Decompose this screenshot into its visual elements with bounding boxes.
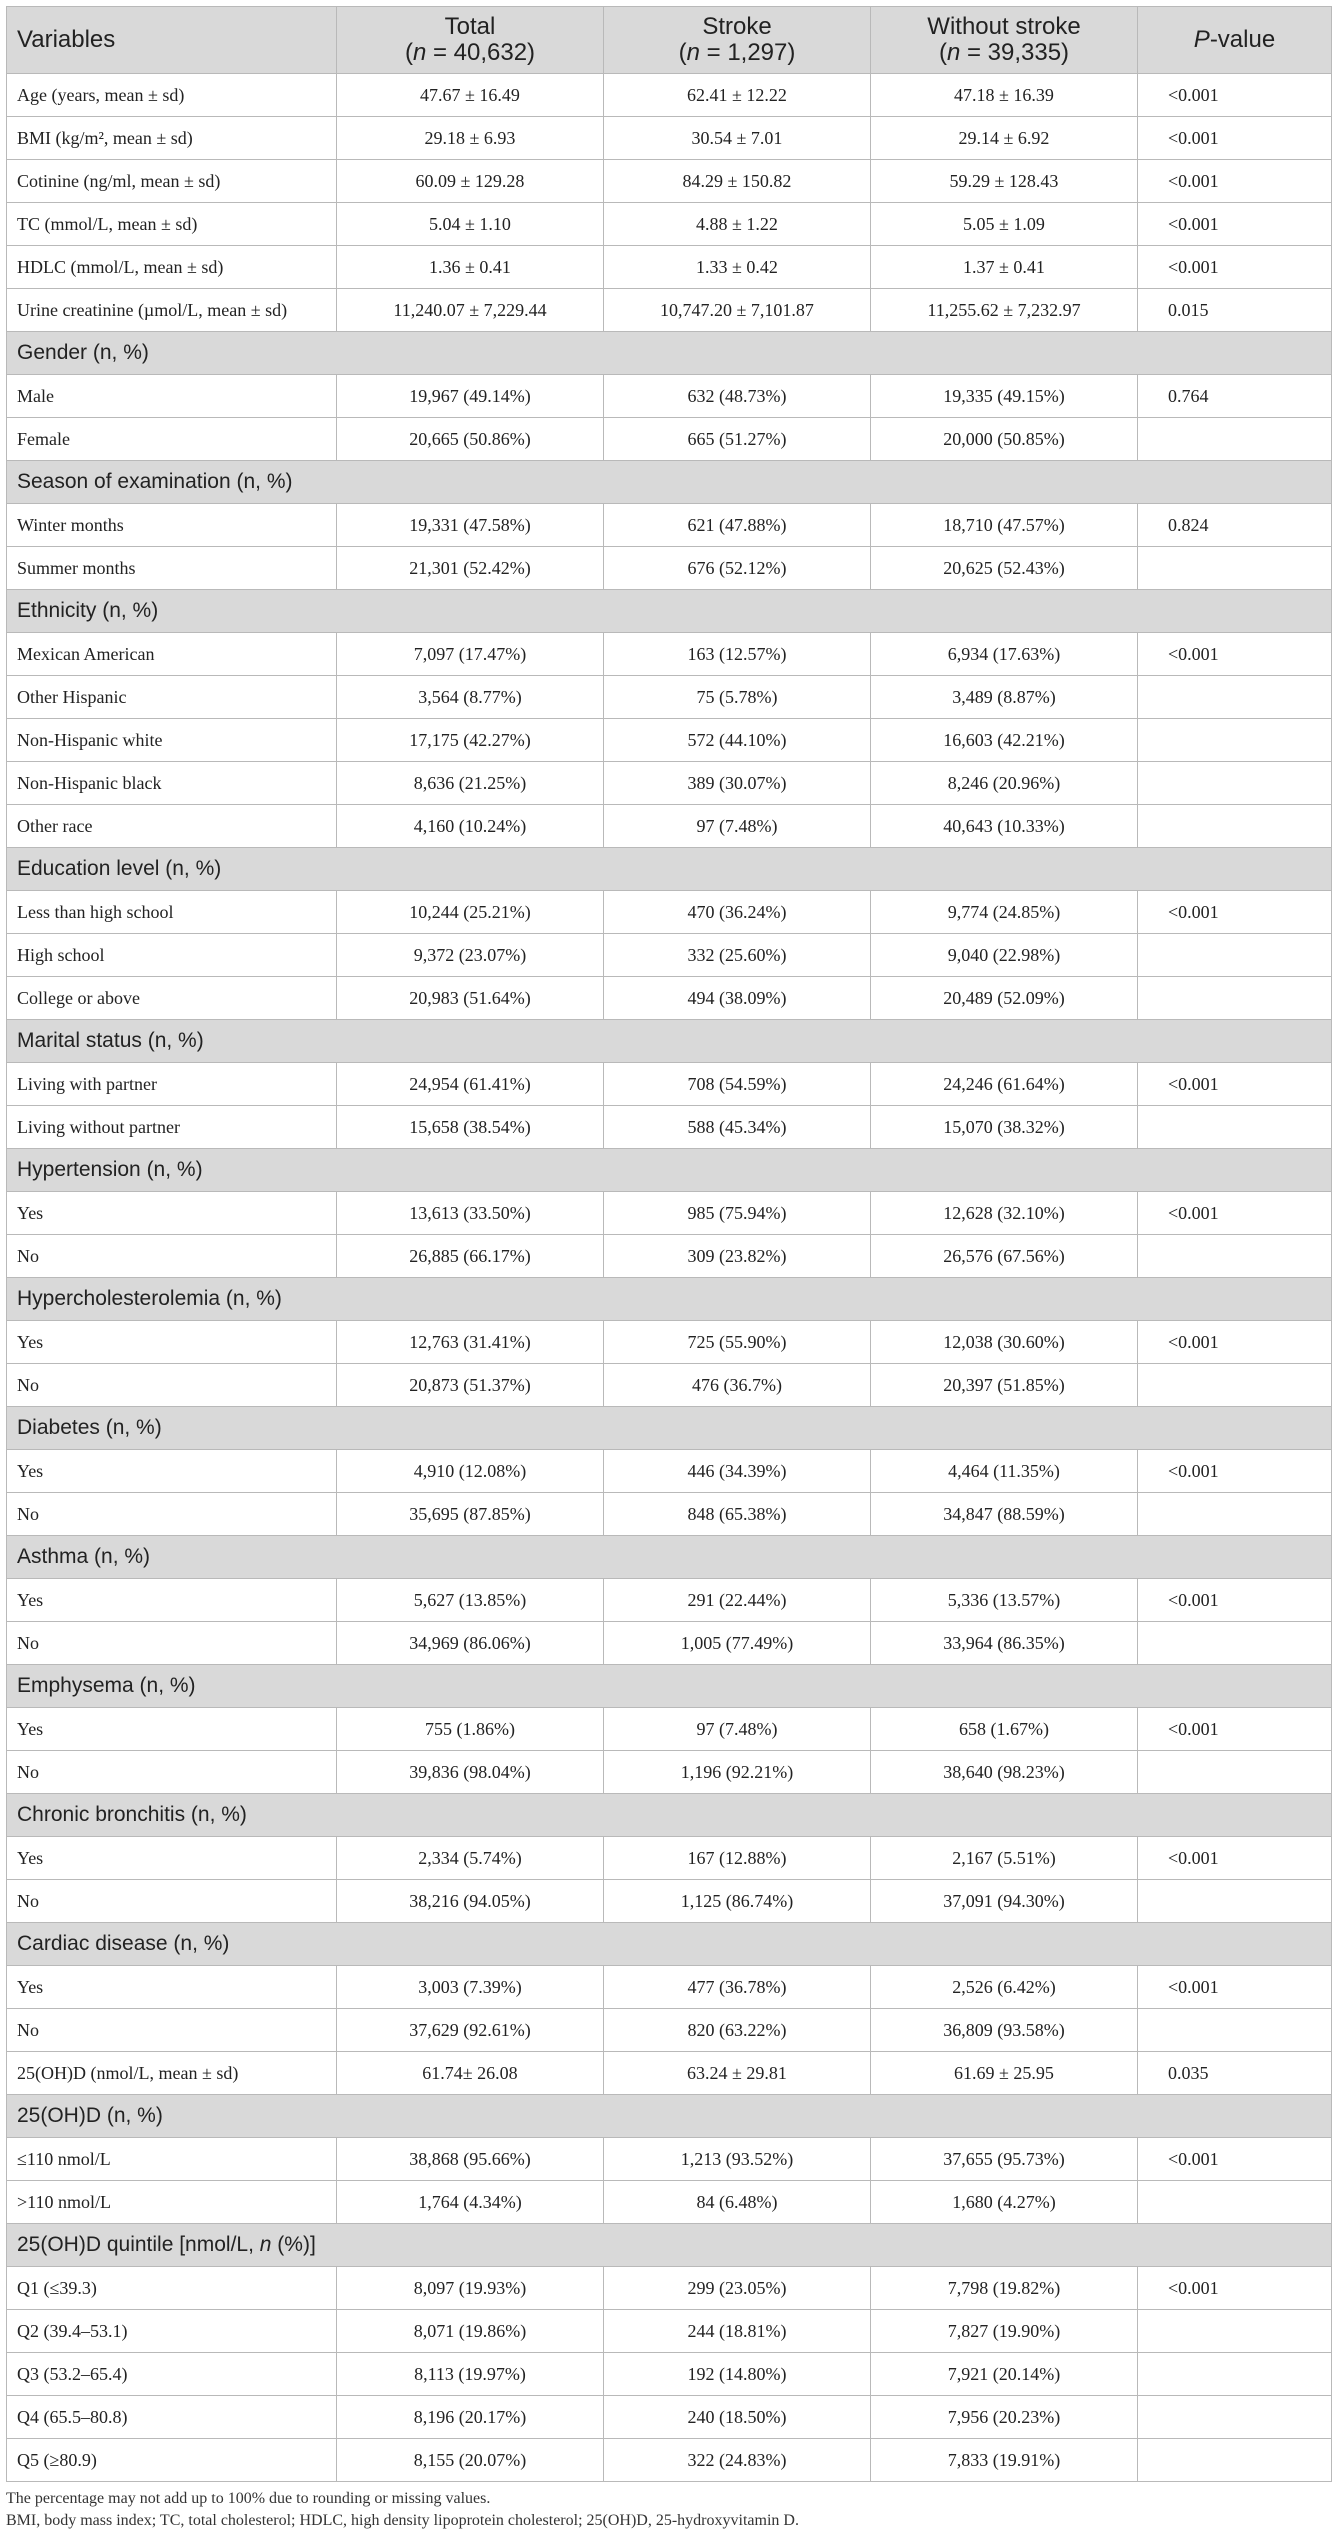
cell-stroke: 985 (75.94%) [604, 1192, 871, 1235]
cell-pvalue: <0.001 [1138, 1837, 1332, 1880]
cell-without-stroke: 16,603 (42.21%) [871, 719, 1138, 762]
cell-pvalue: <0.001 [1138, 2267, 1332, 2310]
cell-without-stroke: 1,680 (4.27%) [871, 2181, 1138, 2224]
table-row [7, 246, 1332, 289]
table-body [7, 74, 1332, 2482]
cell-stroke: 240 (18.50%) [604, 2396, 871, 2439]
cell-pvalue: <0.001 [1138, 1321, 1332, 1364]
row-label: Yes [7, 1966, 337, 2009]
row-label: No [7, 1235, 337, 1278]
cell-pvalue [1138, 676, 1332, 719]
table-row [7, 891, 1332, 934]
cell-pvalue: <0.001 [1138, 246, 1332, 289]
cell-stroke: 1,196 (92.21%) [604, 1751, 871, 1794]
header-without-stroke [871, 7, 1138, 74]
cell-pvalue: <0.001 [1138, 891, 1332, 934]
cell-total: 1.36 ± 0.41 [337, 246, 604, 289]
cell-total: 19,967 (49.14%) [337, 375, 604, 418]
row-label: Non-Hispanic white [7, 719, 337, 762]
row-label: Yes [7, 1450, 337, 1493]
header-pvalue: P-value [1138, 7, 1332, 74]
section-label: Gender (n, %) [7, 332, 1332, 375]
table-row [7, 1579, 1332, 1622]
cell-without-stroke: 11,255.62 ± 7,232.97 [871, 289, 1138, 332]
cell-pvalue: <0.001 [1138, 2138, 1332, 2181]
cell-total: 38,216 (94.05%) [337, 1880, 604, 1923]
cell-pvalue [1138, 1493, 1332, 1536]
table-row [7, 1450, 1332, 1493]
table-row [7, 547, 1332, 590]
cell-stroke: 10,747.20 ± 7,101.87 [604, 289, 871, 332]
table-row [7, 289, 1332, 332]
cell-total: 9,372 (23.07%) [337, 934, 604, 977]
table-row [7, 2353, 1332, 2396]
cell-total: 8,155 (20.07%) [337, 2439, 604, 2482]
row-label: 25(OH)D (nmol/L, mean ± sd) [7, 2052, 337, 2095]
cell-pvalue [1138, 805, 1332, 848]
table-row [7, 117, 1332, 160]
cell-total: 38,868 (95.66%) [337, 2138, 604, 2181]
cell-stroke: 820 (63.22%) [604, 2009, 871, 2052]
cell-pvalue [1138, 934, 1332, 977]
cell-without-stroke: 36,809 (93.58%) [871, 2009, 1138, 2052]
cell-stroke: 4.88 ± 1.22 [604, 203, 871, 246]
section-label: 25(OH)D quintile [nmol/L, n (%)] [7, 2224, 1332, 2267]
cell-stroke: 621 (47.88%) [604, 504, 871, 547]
cell-without-stroke: 59.29 ± 128.43 [871, 160, 1138, 203]
cell-total: 20,873 (51.37%) [337, 1364, 604, 1407]
section-label: Cardiac disease (n, %) [7, 1923, 1332, 1966]
cell-total: 7,097 (17.47%) [337, 633, 604, 676]
cell-total: 26,885 (66.17%) [337, 1235, 604, 1278]
cell-total: 3,003 (7.39%) [337, 1966, 604, 2009]
cell-total: 4,910 (12.08%) [337, 1450, 604, 1493]
cell-stroke: 299 (23.05%) [604, 2267, 871, 2310]
cell-pvalue: <0.001 [1138, 1579, 1332, 1622]
table-row [7, 719, 1332, 762]
table-header-row [7, 7, 1332, 74]
cell-without-stroke: 20,397 (51.85%) [871, 1364, 1138, 1407]
table-row [7, 1063, 1332, 1106]
table-row [7, 1321, 1332, 1364]
cell-stroke: 1,125 (86.74%) [604, 1880, 871, 1923]
cell-total: 39,836 (98.04%) [337, 1751, 604, 1794]
table-row [7, 375, 1332, 418]
cell-without-stroke: 7,956 (20.23%) [871, 2396, 1138, 2439]
section-label: Education level (n, %) [7, 848, 1332, 891]
table-row [7, 1493, 1332, 1536]
cell-stroke: 30.54 ± 7.01 [604, 117, 871, 160]
cell-total: 19,331 (47.58%) [337, 504, 604, 547]
cell-without-stroke: 3,489 (8.87%) [871, 676, 1138, 719]
cell-without-stroke: 8,246 (20.96%) [871, 762, 1138, 805]
row-label: Yes [7, 1192, 337, 1235]
cell-pvalue [1138, 2396, 1332, 2439]
cell-stroke: 848 (65.38%) [604, 1493, 871, 1536]
cell-total: 8,097 (19.93%) [337, 2267, 604, 2310]
cell-total: 12,763 (31.41%) [337, 1321, 604, 1364]
cell-total: 8,113 (19.97%) [337, 2353, 604, 2396]
row-label: Living with partner [7, 1063, 337, 1106]
table-row [7, 160, 1332, 203]
cell-without-stroke: 20,489 (52.09%) [871, 977, 1138, 1020]
row-label: Yes [7, 1321, 337, 1364]
cell-without-stroke: 7,798 (19.82%) [871, 2267, 1138, 2310]
row-label: Q3 (53.2–65.4) [7, 2353, 337, 2396]
header-without-label: Without stroke [927, 13, 1081, 40]
table-row [7, 1235, 1332, 1278]
header-stroke [604, 7, 871, 74]
cell-pvalue [1138, 2009, 1332, 2052]
characteristics-table [6, 6, 1332, 2482]
section-label: Hypercholesterolemia (n, %) [7, 1278, 1332, 1321]
cell-pvalue: <0.001 [1138, 633, 1332, 676]
cell-stroke: 192 (14.80%) [604, 2353, 871, 2396]
cell-without-stroke: 20,000 (50.85%) [871, 418, 1138, 461]
table-row [7, 74, 1332, 117]
cell-stroke: 84.29 ± 150.82 [604, 160, 871, 203]
cell-total: 1,764 (4.34%) [337, 2181, 604, 2224]
row-label: No [7, 1364, 337, 1407]
cell-total: 5,627 (13.85%) [337, 1579, 604, 1622]
row-label: No [7, 1751, 337, 1794]
cell-pvalue [1138, 418, 1332, 461]
cell-stroke: 322 (24.83%) [604, 2439, 871, 2482]
row-label: Age (years, mean ± sd) [7, 74, 337, 117]
row-label: Yes [7, 1837, 337, 1880]
header-total-label: Total [444, 13, 496, 40]
section-label: Asthma (n, %) [7, 1536, 1332, 1579]
cell-pvalue [1138, 977, 1332, 1020]
table-row [7, 2009, 1332, 2052]
cell-without-stroke: 38,640 (98.23%) [871, 1751, 1138, 1794]
cell-pvalue [1138, 2310, 1332, 2353]
cell-stroke: 1.33 ± 0.42 [604, 246, 871, 289]
row-label: Urine creatinine (µmol/L, mean ± sd) [7, 289, 337, 332]
section-header-row [7, 2224, 1332, 2267]
row-label: Female [7, 418, 337, 461]
row-label: College or above [7, 977, 337, 1020]
row-label: High school [7, 934, 337, 977]
table-row [7, 1751, 1332, 1794]
table-row [7, 805, 1332, 848]
cell-total: 15,658 (38.54%) [337, 1106, 604, 1149]
cell-total: 8,196 (20.17%) [337, 2396, 604, 2439]
cell-pvalue [1138, 1235, 1332, 1278]
cell-total: 60.09 ± 129.28 [337, 160, 604, 203]
header-variables: Variables [7, 7, 337, 74]
row-label: Less than high school [7, 891, 337, 934]
row-label: Winter months [7, 504, 337, 547]
cell-pvalue [1138, 1751, 1332, 1794]
table-row [7, 2181, 1332, 2224]
cell-without-stroke: 7,833 (19.91%) [871, 2439, 1138, 2482]
cell-without-stroke: 7,827 (19.90%) [871, 2310, 1138, 2353]
cell-stroke: 588 (45.34%) [604, 1106, 871, 1149]
cell-total: 29.18 ± 6.93 [337, 117, 604, 160]
cell-stroke: 632 (48.73%) [604, 375, 871, 418]
cell-pvalue: <0.001 [1138, 1192, 1332, 1235]
cell-total: 20,665 (50.86%) [337, 418, 604, 461]
table-row [7, 2267, 1332, 2310]
header-stroke-n: (n = 1,297) [678, 39, 796, 66]
header-total [337, 7, 604, 74]
section-header-row [7, 332, 1332, 375]
cell-pvalue: 0.764 [1138, 375, 1332, 418]
cell-without-stroke: 37,655 (95.73%) [871, 2138, 1138, 2181]
cell-total: 47.67 ± 16.49 [337, 74, 604, 117]
cell-without-stroke: 33,964 (86.35%) [871, 1622, 1138, 1665]
section-label: Diabetes (n, %) [7, 1407, 1332, 1450]
row-label: Mexican American [7, 633, 337, 676]
table-row [7, 2138, 1332, 2181]
row-label: Non-Hispanic black [7, 762, 337, 805]
cell-total: 21,301 (52.42%) [337, 547, 604, 590]
cell-without-stroke: 40,643 (10.33%) [871, 805, 1138, 848]
cell-total: 4,160 (10.24%) [337, 805, 604, 848]
footnote-rounding: The percentage may not add up to 100% due to rounding or missing values. [6, 2490, 491, 2507]
cell-total: 2,334 (5.74%) [337, 1837, 604, 1880]
row-label: BMI (kg/m², mean ± sd) [7, 117, 337, 160]
cell-stroke: 676 (52.12%) [604, 547, 871, 590]
table-row [7, 418, 1332, 461]
cell-total: 24,954 (61.41%) [337, 1063, 604, 1106]
row-label: Yes [7, 1579, 337, 1622]
row-label: Other Hispanic [7, 676, 337, 719]
row-label: Other race [7, 805, 337, 848]
cell-stroke: 708 (54.59%) [604, 1063, 871, 1106]
section-label: Emphysema (n, %) [7, 1665, 1332, 1708]
cell-without-stroke: 6,934 (17.63%) [871, 633, 1138, 676]
cell-stroke: 291 (22.44%) [604, 1579, 871, 1622]
cell-pvalue [1138, 719, 1332, 762]
table-row [7, 2052, 1332, 2095]
section-header-row [7, 590, 1332, 633]
cell-without-stroke: 9,774 (24.85%) [871, 891, 1138, 934]
cell-pvalue: <0.001 [1138, 1063, 1332, 1106]
cell-pvalue [1138, 1622, 1332, 1665]
cell-without-stroke: 47.18 ± 16.39 [871, 74, 1138, 117]
table-row [7, 676, 1332, 719]
cell-total: 755 (1.86%) [337, 1708, 604, 1751]
cell-pvalue [1138, 2439, 1332, 2482]
row-label: Living without partner [7, 1106, 337, 1149]
cell-stroke: 97 (7.48%) [604, 805, 871, 848]
row-label: Q4 (65.5–80.8) [7, 2396, 337, 2439]
section-label: Hypertension (n, %) [7, 1149, 1332, 1192]
cell-without-stroke: 12,628 (32.10%) [871, 1192, 1138, 1235]
table-row [7, 1966, 1332, 2009]
cell-total: 37,629 (92.61%) [337, 2009, 604, 2052]
section-header-row [7, 1407, 1332, 1450]
cell-total: 11,240.07 ± 7,229.44 [337, 289, 604, 332]
row-label: No [7, 1880, 337, 1923]
row-label: Male [7, 375, 337, 418]
header-total-n: (n = 40,632) [404, 39, 536, 66]
cell-pvalue [1138, 2181, 1332, 2224]
row-label: Q1 (≤39.3) [7, 2267, 337, 2310]
cell-without-stroke: 18,710 (47.57%) [871, 504, 1138, 547]
cell-pvalue [1138, 1364, 1332, 1407]
cell-total: 13,613 (33.50%) [337, 1192, 604, 1235]
cell-total: 8,636 (21.25%) [337, 762, 604, 805]
table-row [7, 2439, 1332, 2482]
cell-without-stroke: 4,464 (11.35%) [871, 1450, 1138, 1493]
cell-stroke: 494 (38.09%) [604, 977, 871, 1020]
section-label: Season of examination (n, %) [7, 461, 1332, 504]
cell-total: 20,983 (51.64%) [337, 977, 604, 1020]
cell-stroke: 62.41 ± 12.22 [604, 74, 871, 117]
cell-stroke: 572 (44.10%) [604, 719, 871, 762]
header-without-n: (n = 39,335) [938, 39, 1070, 66]
cell-stroke: 1,005 (77.49%) [604, 1622, 871, 1665]
row-label: ≤110 nmol/L [7, 2138, 337, 2181]
cell-without-stroke: 2,526 (6.42%) [871, 1966, 1138, 2009]
cell-total: 5.04 ± 1.10 [337, 203, 604, 246]
table-row [7, 2396, 1332, 2439]
section-header-row [7, 2095, 1332, 2138]
cell-pvalue: 0.015 [1138, 289, 1332, 332]
cell-stroke: 665 (51.27%) [604, 418, 871, 461]
section-label: Marital status (n, %) [7, 1020, 1332, 1063]
table-row [7, 977, 1332, 1020]
row-label: No [7, 2009, 337, 2052]
cell-pvalue [1138, 762, 1332, 805]
table-row [7, 1622, 1332, 1665]
section-header-row [7, 1794, 1332, 1837]
section-label: Ethnicity (n, %) [7, 590, 1332, 633]
cell-stroke: 97 (7.48%) [604, 1708, 871, 1751]
cell-stroke: 446 (34.39%) [604, 1450, 871, 1493]
cell-stroke: 167 (12.88%) [604, 1837, 871, 1880]
row-label: HDLC (mmol/L, mean ± sd) [7, 246, 337, 289]
table-row [7, 1106, 1332, 1149]
cell-pvalue: <0.001 [1138, 1966, 1332, 2009]
row-label: Q2 (39.4–53.1) [7, 2310, 337, 2353]
cell-stroke: 244 (18.81%) [604, 2310, 871, 2353]
table-container [6, 6, 1331, 2532]
section-header-row [7, 1020, 1332, 1063]
cell-stroke: 725 (55.90%) [604, 1321, 871, 1364]
cell-pvalue [1138, 547, 1332, 590]
cell-without-stroke: 19,335 (49.15%) [871, 375, 1138, 418]
cell-stroke: 309 (23.82%) [604, 1235, 871, 1278]
cell-stroke: 84 (6.48%) [604, 2181, 871, 2224]
table-row [7, 203, 1332, 246]
cell-pvalue: 0.824 [1138, 504, 1332, 547]
cell-total: 61.74± 26.08 [337, 2052, 604, 2095]
table-row [7, 762, 1332, 805]
cell-stroke: 476 (36.7%) [604, 1364, 871, 1407]
cell-without-stroke: 5,336 (13.57%) [871, 1579, 1138, 1622]
cell-stroke: 75 (5.78%) [604, 676, 871, 719]
table-row [7, 1880, 1332, 1923]
table-footnotes [6, 2488, 1331, 2532]
cell-without-stroke: 26,576 (67.56%) [871, 1235, 1138, 1278]
section-header-row [7, 1149, 1332, 1192]
section-header-row [7, 461, 1332, 504]
cell-stroke: 470 (36.24%) [604, 891, 871, 934]
section-header-row [7, 1278, 1332, 1321]
section-header-row [7, 1665, 1332, 1708]
cell-pvalue: <0.001 [1138, 203, 1332, 246]
table-row [7, 1192, 1332, 1235]
table-row [7, 633, 1332, 676]
cell-total: 8,071 (19.86%) [337, 2310, 604, 2353]
row-label: No [7, 1622, 337, 1665]
cell-without-stroke: 9,040 (22.98%) [871, 934, 1138, 977]
cell-without-stroke: 658 (1.67%) [871, 1708, 1138, 1751]
cell-pvalue: <0.001 [1138, 117, 1332, 160]
footnote-abbreviations: BMI, body mass index; TC, total cholesterol; HDLC, high density lipoprotein cholesterol; 25(OH)D, 25-hydroxyvitamin D. [6, 2512, 799, 2529]
table-row [7, 1837, 1332, 1880]
cell-without-stroke: 61.69 ± 25.95 [871, 2052, 1138, 2095]
cell-without-stroke: 12,038 (30.60%) [871, 1321, 1138, 1364]
cell-total: 17,175 (42.27%) [337, 719, 604, 762]
cell-without-stroke: 5.05 ± 1.09 [871, 203, 1138, 246]
section-label: Chronic bronchitis (n, %) [7, 1794, 1332, 1837]
cell-stroke: 63.24 ± 29.81 [604, 2052, 871, 2095]
cell-without-stroke: 7,921 (20.14%) [871, 2353, 1138, 2396]
cell-pvalue: <0.001 [1138, 1708, 1332, 1751]
table-row [7, 1708, 1332, 1751]
row-label: TC (mmol/L, mean ± sd) [7, 203, 337, 246]
cell-pvalue: 0.035 [1138, 2052, 1332, 2095]
row-label: Q5 (≥80.9) [7, 2439, 337, 2482]
cell-without-stroke: 24,246 (61.64%) [871, 1063, 1138, 1106]
cell-pvalue: <0.001 [1138, 160, 1332, 203]
cell-pvalue [1138, 1106, 1332, 1149]
cell-without-stroke: 29.14 ± 6.92 [871, 117, 1138, 160]
cell-total: 10,244 (25.21%) [337, 891, 604, 934]
cell-stroke: 389 (30.07%) [604, 762, 871, 805]
row-label: Summer months [7, 547, 337, 590]
row-label: >110 nmol/L [7, 2181, 337, 2224]
table-row [7, 934, 1332, 977]
cell-pvalue [1138, 1880, 1332, 1923]
cell-without-stroke: 15,070 (38.32%) [871, 1106, 1138, 1149]
table-row [7, 1364, 1332, 1407]
section-label: 25(OH)D (n, %) [7, 2095, 1332, 2138]
row-label: Cotinine (ng/ml, mean ± sd) [7, 160, 337, 203]
header-stroke-label: Stroke [702, 13, 772, 40]
cell-pvalue: <0.001 [1138, 74, 1332, 117]
cell-total: 3,564 (8.77%) [337, 676, 604, 719]
cell-without-stroke: 34,847 (88.59%) [871, 1493, 1138, 1536]
cell-total: 35,695 (87.85%) [337, 1493, 604, 1536]
cell-stroke: 477 (36.78%) [604, 1966, 871, 2009]
cell-without-stroke: 2,167 (5.51%) [871, 1837, 1138, 1880]
cell-stroke: 332 (25.60%) [604, 934, 871, 977]
table-row [7, 2310, 1332, 2353]
cell-pvalue [1138, 2353, 1332, 2396]
table-row [7, 504, 1332, 547]
cell-without-stroke: 37,091 (94.30%) [871, 1880, 1138, 1923]
cell-stroke: 1,213 (93.52%) [604, 2138, 871, 2181]
section-header-row [7, 1923, 1332, 1966]
cell-without-stroke: 20,625 (52.43%) [871, 547, 1138, 590]
cell-stroke: 163 (12.57%) [604, 633, 871, 676]
cell-pvalue: <0.001 [1138, 1450, 1332, 1493]
row-label: Yes [7, 1708, 337, 1751]
section-header-row [7, 1536, 1332, 1579]
cell-without-stroke: 1.37 ± 0.41 [871, 246, 1138, 289]
row-label: No [7, 1493, 337, 1536]
section-header-row [7, 848, 1332, 891]
cell-total: 34,969 (86.06%) [337, 1622, 604, 1665]
